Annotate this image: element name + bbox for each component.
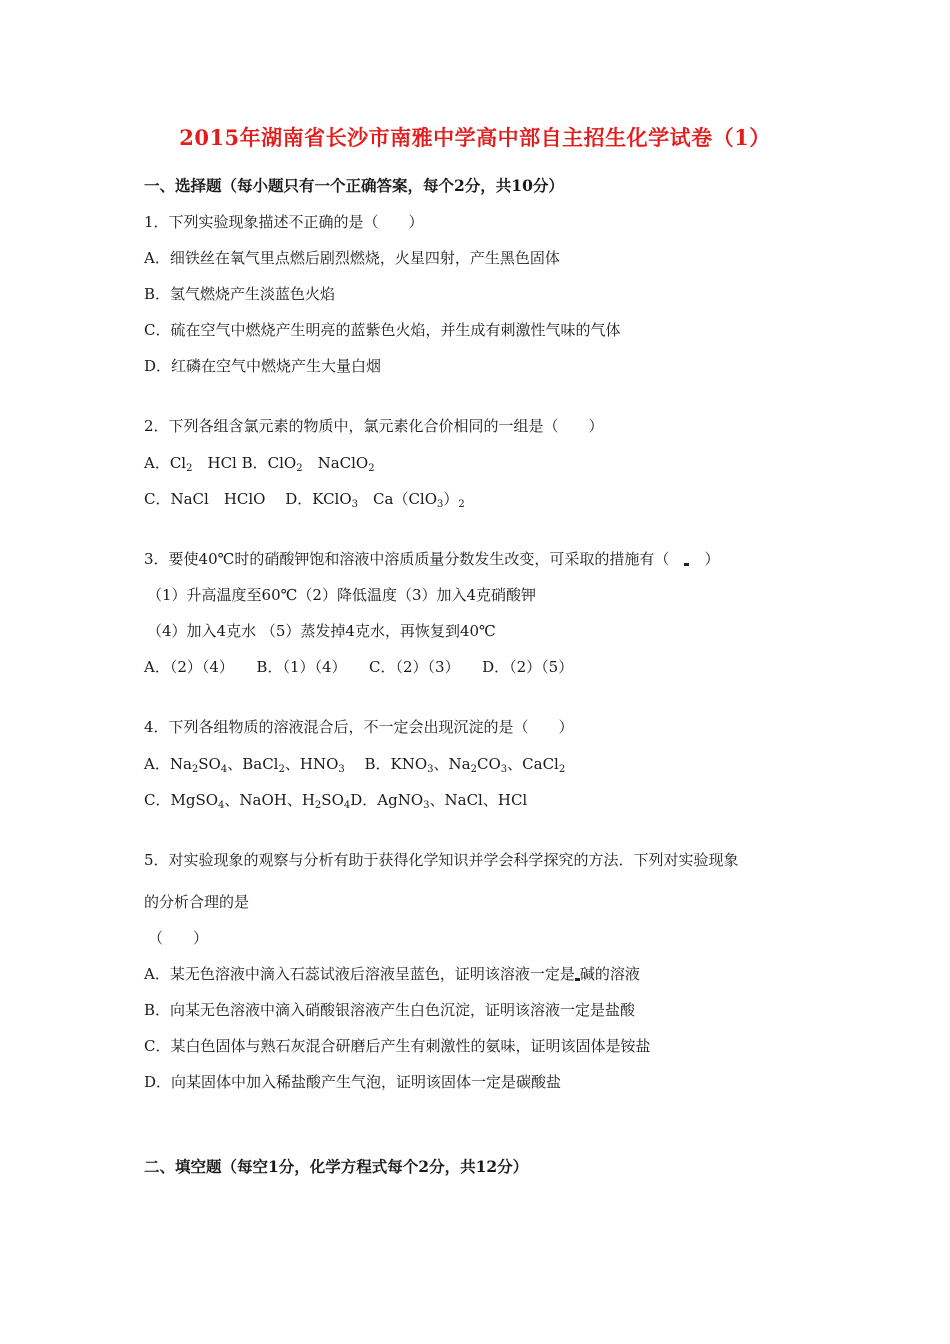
q4-subscript: 2	[278, 764, 285, 775]
q3-condition-2: （4）加入4克水 （5）蒸发掉4克水，再恢复到40℃	[147, 622, 496, 640]
q4-subscript: 4	[218, 800, 225, 811]
q4-stem: 4．下列各组物质的溶液混合后，不一定会出现沉淀的是（ ）	[144, 718, 574, 736]
q4-subscript: 2	[314, 800, 322, 811]
q4-subscript: 2	[470, 764, 477, 775]
q4-subscript: 2	[558, 764, 566, 775]
q4-subscript: 4	[220, 764, 228, 775]
q5-option-a-text: A．某无色溶液中滴入石蕊试液后溶液呈蓝色，证明该溶液一定是	[144, 965, 575, 983]
q5-stem-line-1: 5．对实验现象的观察与分析有助于获得化学知识并学会科学探究的方法．下列对实验现象	[144, 851, 739, 869]
q2-options-ab	[144, 453, 375, 473]
q4-text: D．AgNO	[350, 791, 424, 809]
q1-option-c: C．硫在空气中燃烧产生明亮的蓝紫色火焰，并生成有刺激性气味的气体	[144, 321, 621, 339]
q5-stem-line-2: 的分析合理的是	[144, 893, 250, 911]
page-title: 2015年湖南省长沙市南雅中学高中部自主招生化学试卷（1）	[179, 125, 771, 150]
blank-mark	[684, 563, 689, 566]
q3-stem	[144, 549, 719, 569]
q4-subscript: 3	[500, 764, 508, 775]
q4-subscript: 3	[427, 764, 434, 775]
q5-option-d: D．向某固体中加入稀盐酸产生气泡，证明该固体一定是碳酸盐	[144, 1073, 562, 1091]
q2-subscript: 2	[296, 463, 303, 474]
q1-option-a: A．细铁丝在氧气里点燃后剧烈燃烧，火星四射，产生黑色固体	[144, 249, 560, 267]
q2-subscript: 2	[368, 463, 375, 474]
q4-options-cd	[144, 790, 527, 810]
q2-subscript: 2	[458, 499, 465, 510]
q1-stem: 1．下列实验现象描述不正确的是（ ）	[144, 213, 424, 231]
q4-text: 、NaOH、H	[224, 791, 315, 809]
q4-text: SO	[198, 755, 221, 773]
q2-stem: 2．下列各组含氯元素的物质中，氯元素化合价相同的一组是（ ）	[144, 417, 604, 435]
q2-options-cd	[144, 489, 465, 509]
q4-text: CO	[477, 755, 501, 773]
q1-option-b: B．氢气燃烧产生淡蓝色火焰	[144, 285, 336, 303]
q4-subscript: 3	[338, 764, 345, 775]
q4-text: SO	[321, 791, 344, 809]
q2-text: A．Cl	[144, 454, 187, 472]
q2-subscript: 2	[186, 463, 193, 474]
q4-text: 、NaCl、HCl	[429, 791, 528, 809]
q4-text: 、HNO	[284, 755, 339, 773]
q4-options-ab	[144, 754, 565, 774]
q3-options: A．（2）（4） B．（1）（4） C．（2）（3） D．（2）（5）	[144, 658, 574, 676]
q4-text: A．Na	[144, 755, 192, 773]
q5-option-b: B．向某无色溶液中滴入硝酸银溶液产生白色沉淀，证明该溶液一定是盐酸	[144, 1001, 636, 1019]
q5-option-a-text: 碱的溶液	[579, 965, 640, 983]
q3-stem-text: ）	[704, 550, 720, 568]
section-heading-choice: 一、选择题（每小题只有一个正确答案，每个2分，共10分）	[144, 176, 564, 195]
q4-text: 、CaCl	[507, 755, 559, 773]
q2-text: C．NaCl HClO D．KClO	[144, 490, 352, 508]
q2-subscript: 3	[437, 499, 444, 510]
q4-subscript: 2	[191, 764, 199, 775]
q4-text: B．KNO	[344, 755, 428, 773]
q5-option-c: C．某白色固体与熟石灰混合研磨后产生有刺激性的氨味，证明该固体是铵盐	[144, 1037, 651, 1055]
q4-text: C．MgSO	[144, 791, 219, 809]
q4-text: 、Na	[433, 755, 471, 773]
q5-option-a	[144, 964, 640, 984]
q5-answer-paren: （ ）	[148, 929, 209, 947]
q2-subscript: 3	[351, 499, 359, 510]
q2-text: HCl B．ClO	[192, 454, 297, 472]
q4-subscript: 3	[423, 800, 430, 811]
q2-text: NaClO	[302, 454, 369, 472]
q3-stem-text: 3．要使40℃时的硝酸钾饱和溶液中溶质质量分数发生改变，可采取的措施有（	[144, 550, 670, 568]
q4-subscript: 4	[343, 800, 351, 811]
q4-text: 、BaCl	[227, 755, 279, 773]
section-heading-fill-in: 二、填空题（每空1分，化学方程式每个2分，共12分）	[144, 1157, 529, 1176]
q1-option-d: D．红磷在空气中燃烧产生大量白烟	[144, 357, 382, 375]
q2-text: ）	[443, 490, 459, 508]
q3-condition-1: （1）升高温度至60℃（2）降低温度（3）加入4克硝酸钾	[147, 586, 537, 604]
q2-text: Ca（ClO	[358, 490, 438, 508]
